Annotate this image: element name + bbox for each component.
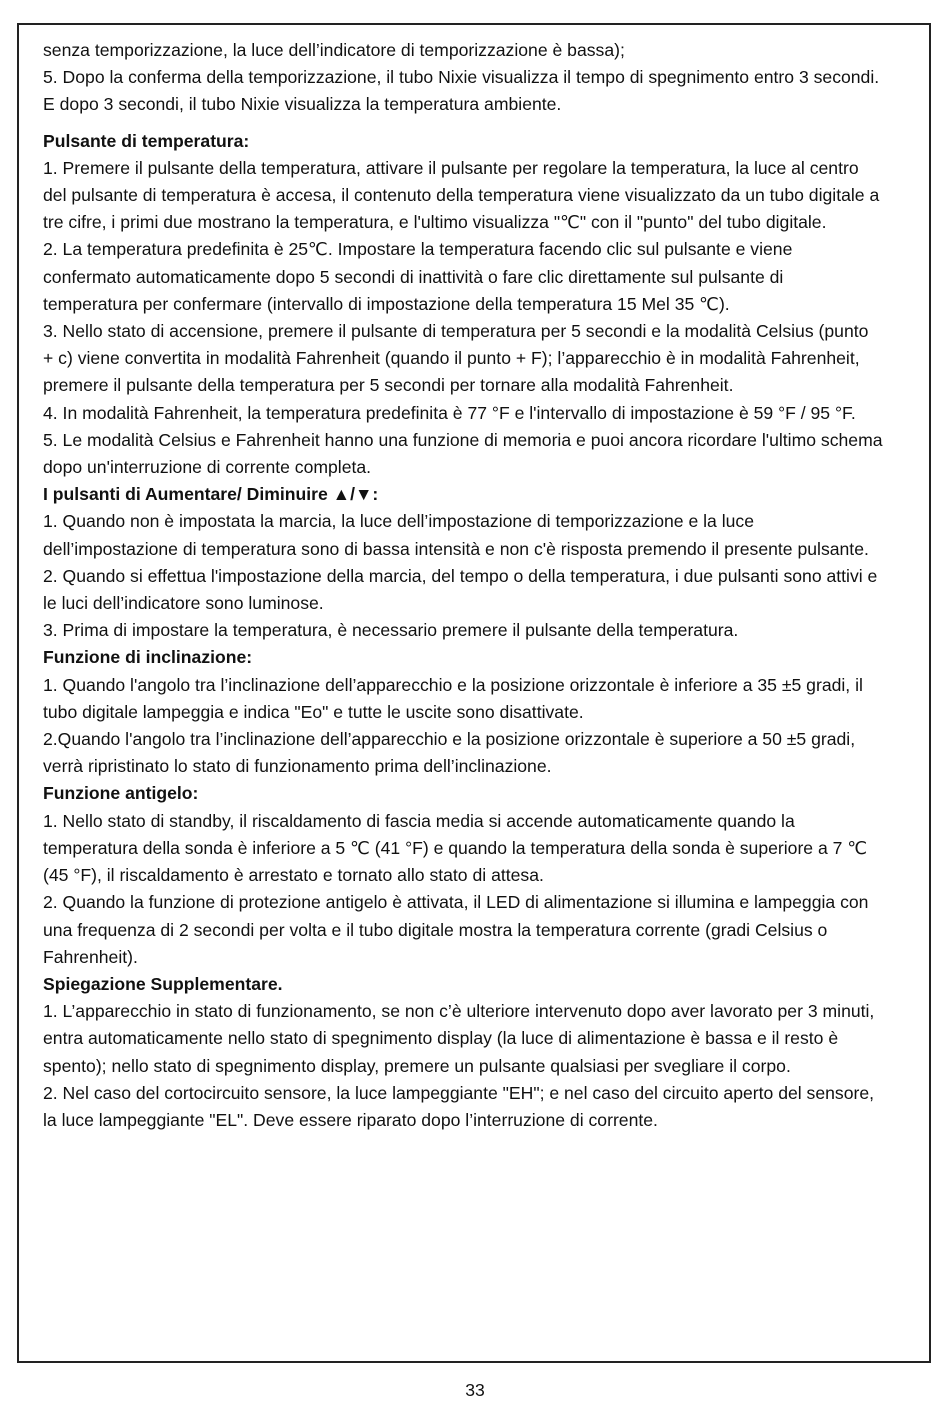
paragraph-temperature-4: 4. In modalità Fahrenheit, la temperatura predefinita è 77 °F e l'intervallo di impostazione è 59 °F / 95 °F. bbox=[43, 402, 856, 423]
manual-text-body bbox=[43, 37, 883, 1134]
heading-tilt-function: Funzione di inclinazione: bbox=[43, 647, 253, 668]
paragraph-antifreeze-2: 2. Quando la funzione di protezione antigelo è attivata, il LED di alimentazione si illumina e lampeggia con una frequenza di 2 secondi per volta e il tubo digitale mostra la temperatura corrente (gradi Celsius o Fahrenheit). bbox=[43, 892, 869, 967]
paragraph-temperature-3: 3. Nello stato di accensione, premere il pulsante di temperatura per 5 secondi e la modalità Celsius (punto + c) viene convertita in modalità Fahrenheit (quando il punto + F); l’apparecchio è in modalità Fahrenheit, premere il pulsante della temperatura per 5 secondi per tornare alla modalità Fahrenheit. bbox=[43, 321, 869, 396]
paragraph-temperature-5: 5. Le modalità Celsius e Fahrenheit hanno una funzione di memoria e puoi ancora ricordare l'ultimo schema dopo un'interruzione di corrente completa. bbox=[43, 429, 883, 478]
paragraph-tilt-2: 2.Quando l'angolo tra l’inclinazione dell’apparecchio e la posizione orizzontale è superiore a 50 ±5 gradi, verrà ripristinato lo stato di funzionamento prima dell’inclinazione. bbox=[43, 729, 856, 777]
paragraph-buttons-3: 3. Prima di impostare la temperatura, è necessario premere il pulsante della temperatura. bbox=[43, 620, 739, 641]
paragraph-antifreeze-1: 1. Nello stato di standby, il riscaldamento di fascia media si accende automaticamente quando la temperatura della sonda è inferiore a 5 ℃ (41 °F) e quando la temperatura della sonda è superiore a 7 ℃ (45 °F), il riscaldamento è arrestato e tornato allo stato di attesa. bbox=[43, 810, 868, 886]
paragraph-supplementary-1: 1. L’apparecchio in stato di funzionamento, se non c’è ulteriore intervenuto dopo aver lavorato per 3 minuti, entra automaticamente nello stato di spegnimento display (la luce di alimentazione è bassa e il resto è spento); nello stato di spegnimento display, premere un pulsante qualsiasi per svegliare il corpo. bbox=[43, 1001, 875, 1076]
heading-temperature-button: Pulsante di temperatura: bbox=[43, 130, 250, 151]
heading-supplementary-explanation: Spiegazione Supplementare. bbox=[43, 973, 283, 994]
paragraph-buttons-1: 1. Quando non è impostata la marcia, la luce dell’impostazione di temporizzazione e la luce dell’impostazione di temperatura sono di bassa intensità e non c'è risposta premendo il presente pulsante. bbox=[43, 511, 869, 559]
paragraph-buttons-2: 2. Quando si effettua l'impostazione della marcia, del tempo o della temperatura, i due pulsanti sono attivi e le luci dell’indicatore sono luminose. bbox=[43, 565, 878, 614]
heading-increase-decrease-buttons: I pulsanti di Aumentare/ Diminuire ▲/▼: bbox=[43, 484, 379, 505]
paragraph-timer-note-end: senza temporizzazione, la luce dell’indicatore di temporizzazione è bassa); bbox=[43, 40, 625, 60]
heading-antifreeze-function: Funzione antigelo: bbox=[43, 783, 199, 804]
paragraph-tilt-1: 1. Quando l'angolo tra l’inclinazione dell’apparecchio e la posizione orizzontale è inferiore a 35 ±5 gradi, il tubo digitale lampeggia e indica "Eo" e tutte le uscite sono disattivate. bbox=[43, 674, 863, 722]
page-number: 33 bbox=[465, 1380, 485, 1400]
paragraph-temperature-2: 2. La temperatura predefinita è 25℃. Impostare la temperatura facendo clic sul pulsante e viene confermato automaticamente dopo 5 secondi di inattività o fare clic direttamente sul pulsante di temperatura per confermare (intervallo di impostazione della temperatura 15 Mel 35 ℃). bbox=[43, 239, 793, 314]
paragraph-supplementary-2: 2. Nel caso del cortocircuito sensore, la luce lampeggiante "EH"; e nel caso del circuito aperto del sensore, la luce lampeggiante "EL". Deve essere riparato dopo l’interruzione di corrente. bbox=[43, 1082, 875, 1130]
paragraph-timer-step-5: 5. Dopo la conferma della temporizzazione, il tubo Nixie visualizza il tempo di spegnimento entro 3 secondi. E dopo 3 secondi, il tubo Nixie visualizza la temperatura ambiente. bbox=[43, 67, 880, 115]
paragraph-temperature-1: 1. Premere il pulsante della temperatura, attivare il pulsante per regolare la temperatura, la luce al centro del pulsante di temperatura è accesa, il contenuto della temperatura viene visualizzato da un tubo digitale a tre cifre, i primi due mostrano la temperatura, e l'ultimo visualizza "℃" con il "punto" del tubo digitale. bbox=[43, 157, 880, 233]
